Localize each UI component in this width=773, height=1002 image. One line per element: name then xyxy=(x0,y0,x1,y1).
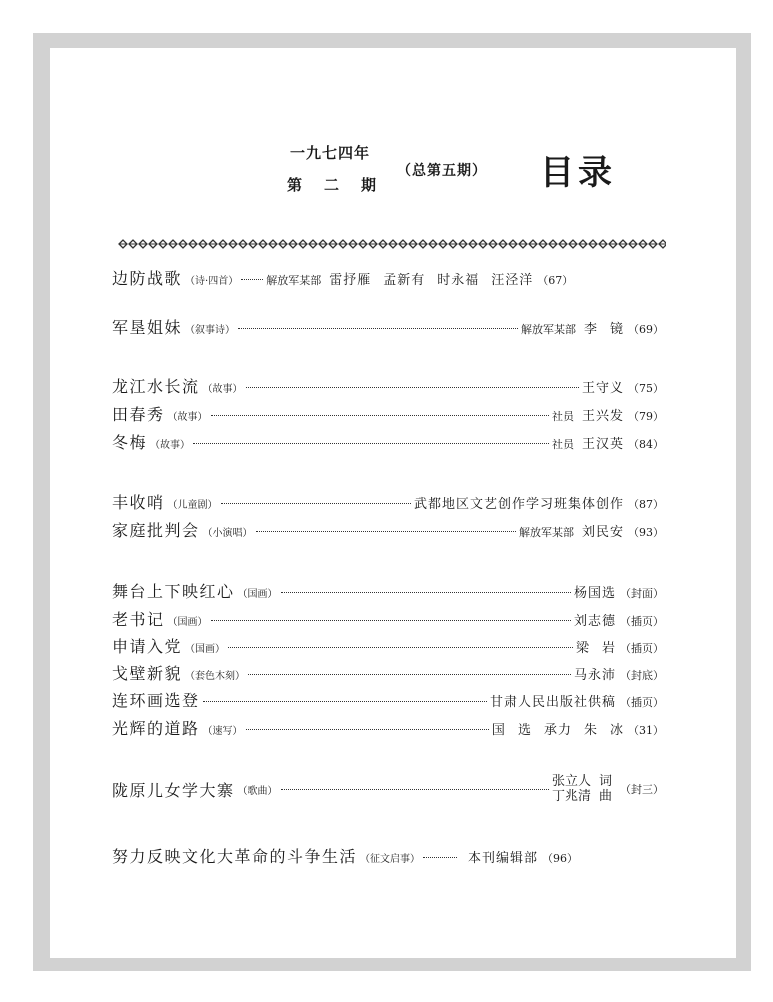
entry-page: （31） xyxy=(628,724,664,737)
dot-leader xyxy=(193,443,549,444)
entry-page: （75） xyxy=(628,382,664,395)
entry-page: （插页） xyxy=(620,696,664,709)
entry-genre: （小演唱） xyxy=(202,528,253,539)
entry-title: 田春秀 xyxy=(112,405,165,424)
dot-leader xyxy=(281,789,549,790)
entry-names xyxy=(582,377,624,396)
issue-char: 二 xyxy=(324,176,341,194)
dot-leader xyxy=(241,279,263,280)
entry-title: 光辉的道路 xyxy=(112,719,200,738)
entry-title: 龙江水长流 xyxy=(112,377,200,396)
entry-author: 社员 xyxy=(551,438,574,451)
page-title: 目录 xyxy=(540,153,616,193)
dot-leader xyxy=(211,620,571,621)
entry-author: 解放军某部 xyxy=(518,526,574,539)
author-name: 王汉英 xyxy=(581,437,624,452)
author-name: 时永福 xyxy=(437,273,480,288)
entry-genre: （故事） xyxy=(150,440,191,451)
toc-entry xyxy=(112,774,664,804)
entry-genre: （叙事诗） xyxy=(185,325,236,336)
entry-author: 武都地区文艺创作学习班集体创作 xyxy=(413,497,624,512)
toc-entry xyxy=(112,607,664,630)
dot-leader xyxy=(281,592,571,593)
entry-title: 连环画选登 xyxy=(112,691,200,710)
entry-genre: （故事） xyxy=(167,412,208,423)
entry-names xyxy=(582,433,624,452)
issue-char: 第 xyxy=(287,176,304,194)
toc-entry xyxy=(112,402,664,425)
entry-page: （93） xyxy=(628,526,664,539)
credit-roles xyxy=(599,774,612,804)
toc-entry xyxy=(112,716,664,739)
entry-names xyxy=(492,719,624,738)
entry-author: 解放军某部 xyxy=(520,323,576,336)
author-name: 朱 xyxy=(583,723,598,738)
dot-leader xyxy=(423,857,457,858)
entry-page: （封面） xyxy=(620,587,664,600)
dot-leader xyxy=(211,415,549,416)
entry-page: （84） xyxy=(628,438,664,451)
toc-entry xyxy=(112,688,664,711)
author-name: 丁兆清 xyxy=(551,789,591,804)
author-name: 孟新有 xyxy=(383,273,426,288)
entry-names xyxy=(574,664,616,683)
entry-names xyxy=(576,637,616,656)
header-year: 一九七四年 xyxy=(290,144,371,162)
author-name: 王守义 xyxy=(581,381,624,396)
author-name: 雷抒雁 xyxy=(329,273,372,288)
toc-entry xyxy=(112,579,664,602)
dot-leader xyxy=(203,701,487,702)
author-name: 刘民安 xyxy=(581,525,624,540)
author-name: 王兴发 xyxy=(581,409,624,424)
entry-page: （79） xyxy=(628,410,664,423)
entry-title: 边防战歌 xyxy=(112,269,183,288)
entry-page: （插页） xyxy=(620,615,664,628)
entry-page: （67） xyxy=(537,274,574,287)
entry-page: （插页） xyxy=(620,642,664,655)
entry-author: 解放军某部 xyxy=(266,274,322,287)
credit-role: 词 xyxy=(598,774,612,789)
entry-title: 申请入党 xyxy=(112,637,183,656)
dot-leader xyxy=(248,674,571,675)
credit-role: 曲 xyxy=(598,789,612,804)
entry-genre: （故事） xyxy=(202,384,243,395)
entry-genre: （套色木刻） xyxy=(185,671,246,682)
entry-genre: （国画） xyxy=(237,589,278,600)
entry-genre: （国画） xyxy=(167,617,208,628)
toc-entry xyxy=(112,490,664,513)
author-name: 岩 xyxy=(601,641,616,656)
entry-title: 丰收哨 xyxy=(112,493,165,512)
entry-author: 本刊编辑部 xyxy=(468,851,539,866)
dot-leader xyxy=(246,729,489,730)
author-name: 国 xyxy=(491,723,506,738)
header-issue xyxy=(287,174,377,195)
author-name: 马永沛 xyxy=(573,668,616,683)
author-name: 李 xyxy=(583,322,598,337)
entry-title: 冬梅 xyxy=(112,433,148,452)
toc-entry xyxy=(112,430,664,453)
entry-genre: （国画） xyxy=(185,644,226,655)
entry-title: 军垦姐妹 xyxy=(112,318,183,337)
toc-entry xyxy=(112,315,664,338)
entry-genre: （速写） xyxy=(202,726,243,737)
entry-genre: （歌曲） xyxy=(237,785,278,797)
toc-entry xyxy=(112,374,664,397)
toc-entry xyxy=(112,518,664,541)
dot-leader xyxy=(238,328,518,329)
author-name: 梁 xyxy=(575,641,590,656)
entry-genre: （诗·四首） xyxy=(185,276,239,287)
dot-leader xyxy=(228,647,573,648)
author-name: 杨国选 xyxy=(573,586,616,601)
toc-entry xyxy=(112,634,664,657)
entry-page: （96） xyxy=(542,852,579,865)
entry-names xyxy=(574,610,616,629)
entry-title: 家庭批判会 xyxy=(112,521,200,540)
entry-names xyxy=(329,269,533,288)
author-name: 承力 xyxy=(543,723,572,738)
author-name: 选 xyxy=(517,723,532,738)
entry-names xyxy=(584,318,624,337)
entry-title: 老书记 xyxy=(112,610,165,629)
entry-page: （69） xyxy=(628,323,664,336)
toc-entry xyxy=(112,661,664,684)
dot-leader xyxy=(246,387,579,388)
credit-names xyxy=(552,774,591,804)
entry-author: 甘肃人民出版社供稿 xyxy=(489,695,616,710)
entry-names xyxy=(582,405,624,424)
entry-page: （封底） xyxy=(620,669,664,682)
entry-title: 戈壁新貌 xyxy=(112,664,183,683)
decorative-divider xyxy=(118,238,666,250)
toc-entry xyxy=(112,844,664,867)
issue-char: 期 xyxy=(361,176,378,194)
entry-author: 社员 xyxy=(551,410,574,423)
header-total-issue: （总第五期） xyxy=(397,163,487,179)
entry-title: 努力反映文化大革命的斗争生活 xyxy=(112,847,358,866)
author-name: 汪泾洋 xyxy=(491,273,534,288)
author-name: 镜 xyxy=(609,322,624,337)
entry-title: 舞台上下映红心 xyxy=(112,582,235,601)
toc-entry xyxy=(112,266,664,289)
entry-page: （87） xyxy=(628,498,664,511)
author-name: 张立人 xyxy=(551,774,591,789)
entry-genre: （征文启事） xyxy=(360,854,421,865)
author-name: 刘志德 xyxy=(573,614,616,629)
entry-page: （封三） xyxy=(620,783,664,796)
dot-leader xyxy=(256,531,516,532)
entry-title: 陇原儿女学大寨 xyxy=(112,780,235,800)
entry-genre: （儿童剧） xyxy=(167,500,218,511)
entry-names xyxy=(574,582,616,601)
entry-names xyxy=(582,521,624,540)
author-name: 冰 xyxy=(609,723,624,738)
dot-leader xyxy=(221,503,411,504)
